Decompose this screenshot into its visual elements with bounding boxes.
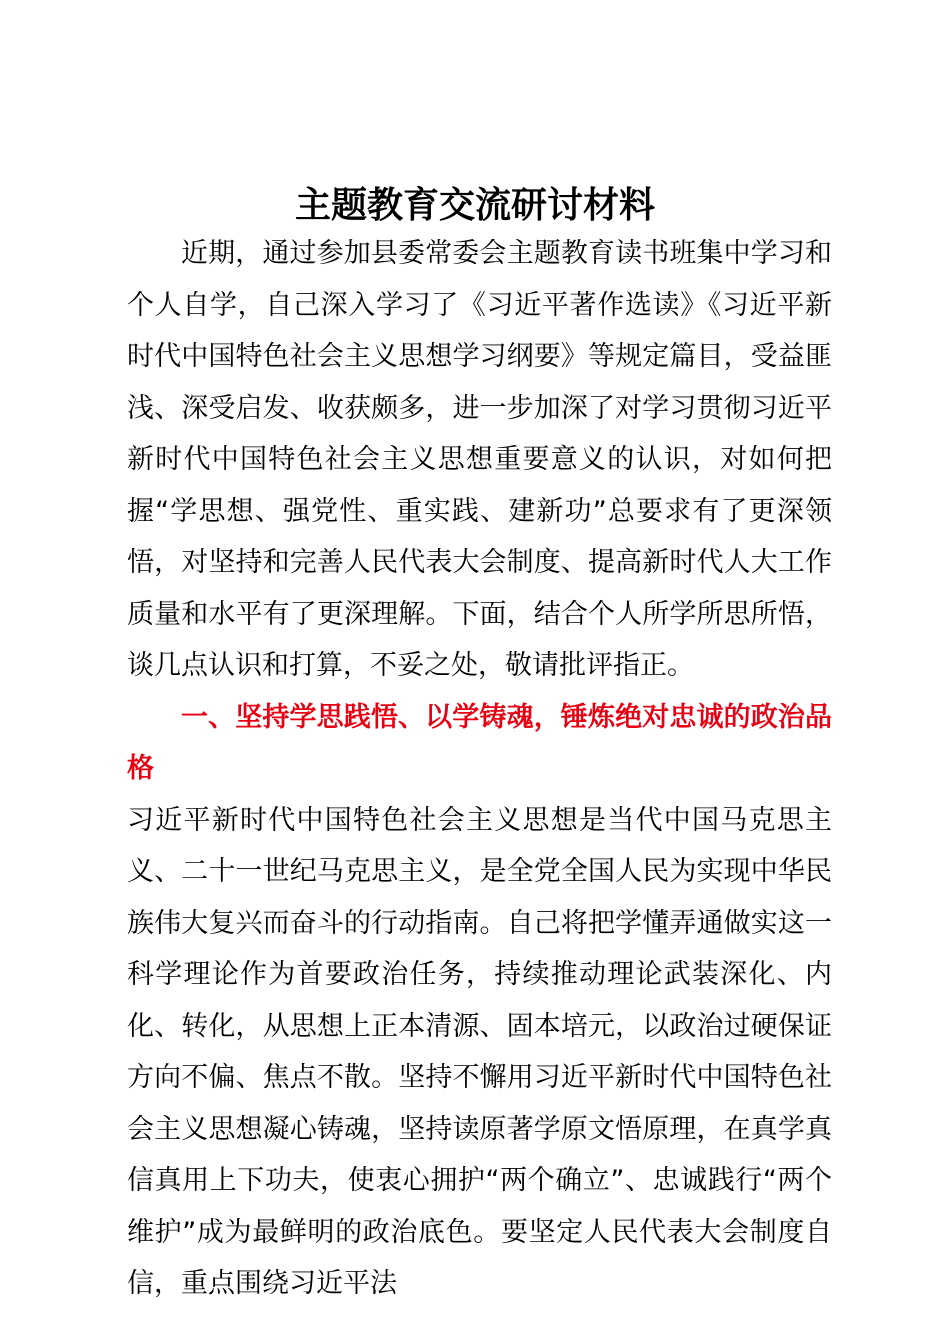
document-title: 主题教育交流研讨材料: [294, 185, 655, 226]
document-body: [127, 228, 832, 1310]
section-heading: 一、坚持学思践悟、以学铸魂，锤炼绝对忠诚的政治品格: [127, 701, 832, 784]
section-body-paragraph: 习近平新时代中国特色社会主义思想是当代中国马克思主义、二十一世纪马克思主义，是全党全国人民为实现中华民族伟大复兴而奋斗的行动指南。自己将把学懂弄通做实这一科学理论作为首要政治任务，持续推动理论武装深化、内化、转化，从思想上正本清源、固本培元，以政治过硬保证方向不偏、焦点不散。坚持不懈用习近平新时代中国特色社会主义思想凝心铸魂，坚持读原著学原文悟原理，在真学真信真用上下功夫，使衷心拥护“两个确立”、忠诚践行“两个维护”成为最鲜明的政治底色。要坚定人民代表大会制度自信，重点围绕习近平法: [127, 804, 832, 1299]
intro-paragraph: 近期，通过参加县委常委会主题教育读书班集中学习和个人自学，自己深入学习了《习近平著作选读》《习近平新时代中国特色社会主义思想学习纲要》等规定篇目，受益匪浅、深受启发、收获颇多，进一步加深了对学习贯彻习近平新时代中国特色社会主义思想重要意义的认识，对如何把握“学思想、强党性、重实践、建新功”总要求有了更深领悟，对坚持和完善人民代表大会制度、提高新时代人大工作质量和水平有了更深理解。下面，结合个人所学所思所悟，谈几点认识和打算，不妥之处，敬请批评指正。: [127, 238, 832, 681]
